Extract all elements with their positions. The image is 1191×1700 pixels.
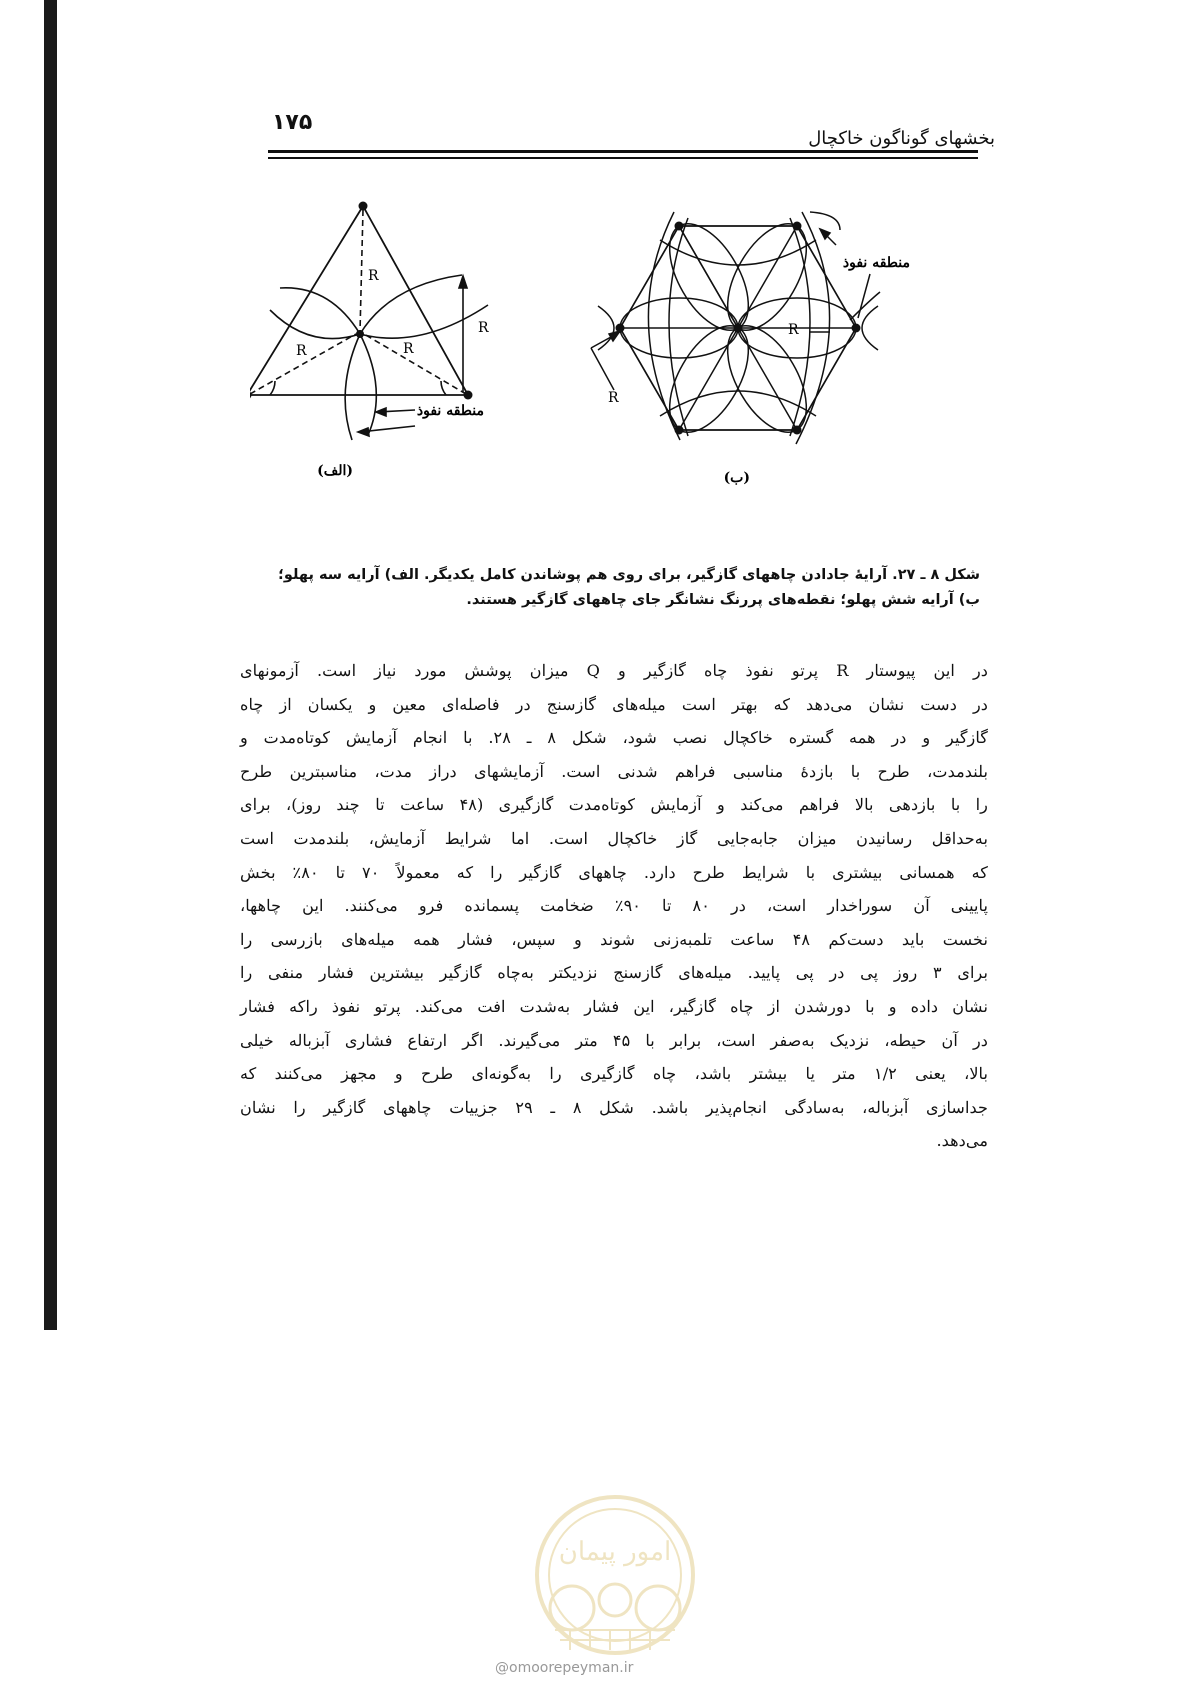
- radius-label: R: [368, 268, 379, 284]
- body-line: برای ۳ روز پی در پی پایید. میله‌های گازسنج نزدیکتر به‌چاه گازگیر بیشترین فشار منفی را: [240, 963, 988, 983]
- scan-spine-edge: [44, 0, 57, 1330]
- well-point: [250, 391, 252, 400]
- header-rule-thick: [268, 150, 978, 153]
- body-line: در آن حیطه، نزدیک به‌صفر است، برابر با ۴۵ متر می‌گیرند. اگر ارتفاع فشاری آبزباله خیلی: [240, 1030, 988, 1050]
- body-line: بالا، یعنی ۱/۲ متر یا بیشتر باشد، چاه گازگیری را به‌گونه‌ای طرح و مجهز می‌کنند که: [240, 1064, 988, 1084]
- radius-label: R: [403, 341, 414, 357]
- figure-svg: [250, 200, 980, 540]
- body-line: نخست باید دست‌کم ۴۸ ساعت تلمبه‌زنی شوند و سپس، فشار همه میله‌های بازرسی را: [240, 929, 988, 949]
- well-point: [793, 222, 802, 231]
- panel-label-be: (ب): [723, 470, 750, 486]
- body-line: پایینی آن سوراخدار است، در ۸۰ تا ۹۰٪ ضخامت پسمانده فرو می‌کنند. این چاهها،: [240, 896, 988, 916]
- header-rule-thin: [268, 157, 978, 159]
- radius-label: R: [478, 320, 489, 336]
- figure-well-arrays: [250, 200, 980, 540]
- well-point: [675, 426, 684, 435]
- well-point: [793, 426, 802, 435]
- body-line: نشان داده و با دورشدن از چاه گازگیر، این فشار به‌شدت افت می‌کند. پرتو نفوذ راکه فشار: [240, 996, 988, 1016]
- radius-label: R: [788, 322, 799, 338]
- influence-zone-label: منطقه نفوذ: [842, 255, 910, 271]
- caption-line: شکل ۸ ـ ۲۷. آرایهٔ جادادن چاههای گازگیر، برای روی هم پوشاندن کامل یکدیگر. الف) آرایه سه پهلو؛: [278, 567, 980, 583]
- well-point: [675, 222, 684, 231]
- body-line: می‌دهد.: [936, 1131, 988, 1151]
- page-number: ۱۷۵: [272, 110, 313, 135]
- caption-line: ب) آرایه شش پهلو؛ نقطه‌های پررنگ نشانگر جای چاههای گازگیر هستند.: [466, 592, 980, 608]
- radius-label: R: [296, 343, 307, 359]
- well-point: [356, 330, 364, 338]
- watermark-logo-text: امور پیمان: [558, 1537, 672, 1567]
- figure-caption: [258, 563, 980, 613]
- well-point: [359, 202, 368, 211]
- panel-label-alef: (الف): [317, 463, 353, 479]
- body-line: جداسازی آبزباله، به‌سادگی انجام‌پذیر باشد. شکل ۸ ـ ۲۹ جزییات چاههای گازگیر را نشان: [240, 1097, 988, 1117]
- well-point: [852, 324, 861, 333]
- body-line: را با بازدهی بالا فراهم می‌کند و آزمایش کوتاه‌مدت گازگیری (۴۸ ساعت تا چند روز)، برای: [240, 795, 988, 815]
- watermark-emblem-icon: [500, 1490, 730, 1670]
- well-point: [464, 391, 473, 400]
- influence-zone-label: منطقه نفوذ: [416, 403, 484, 419]
- well-point: [616, 324, 625, 333]
- well-point: [734, 324, 743, 333]
- body-line: به‌حداقل رسانیدن میزان جابه‌جایی گاز خاکچال است. اما شرایط آزمایش، بلندمدت است: [240, 828, 988, 848]
- body-paragraph: [240, 654, 988, 1158]
- body-line: گازگیر و در همه گستره خاکچال نصب شود، شکل ۸ ـ ۲۸. با انجام آزمایش کوتاه‌مدت و: [240, 728, 988, 748]
- body-line: بلندمدت، طرح با بازدهٔ مناسبی فراهم شدنی است. آزمایشهای دراز مدت، مناسبترین طرح: [240, 761, 988, 781]
- body-line: که همسانی بیشتری با شرایط طرح دارد. چاههای گازگیر را که معمولاً ۷۰ تا ۸۰٪ بخش: [240, 862, 988, 882]
- body-line: در این پیوستار R پرتو نفوذ چاه گازگیر و Q میزان پوشش مورد نیاز است. آزمونهای: [240, 661, 988, 680]
- radius-label: R: [608, 390, 619, 406]
- body-line: در دست نشان می‌دهد که بهتر است میله‌های گازسنج در فاصله‌ای معین و یکسان از چاه: [240, 694, 988, 714]
- running-title: بخشهای گوناگون خاکچال: [808, 128, 995, 149]
- watermark-site: @omoorepeyman.ir: [495, 1660, 634, 1676]
